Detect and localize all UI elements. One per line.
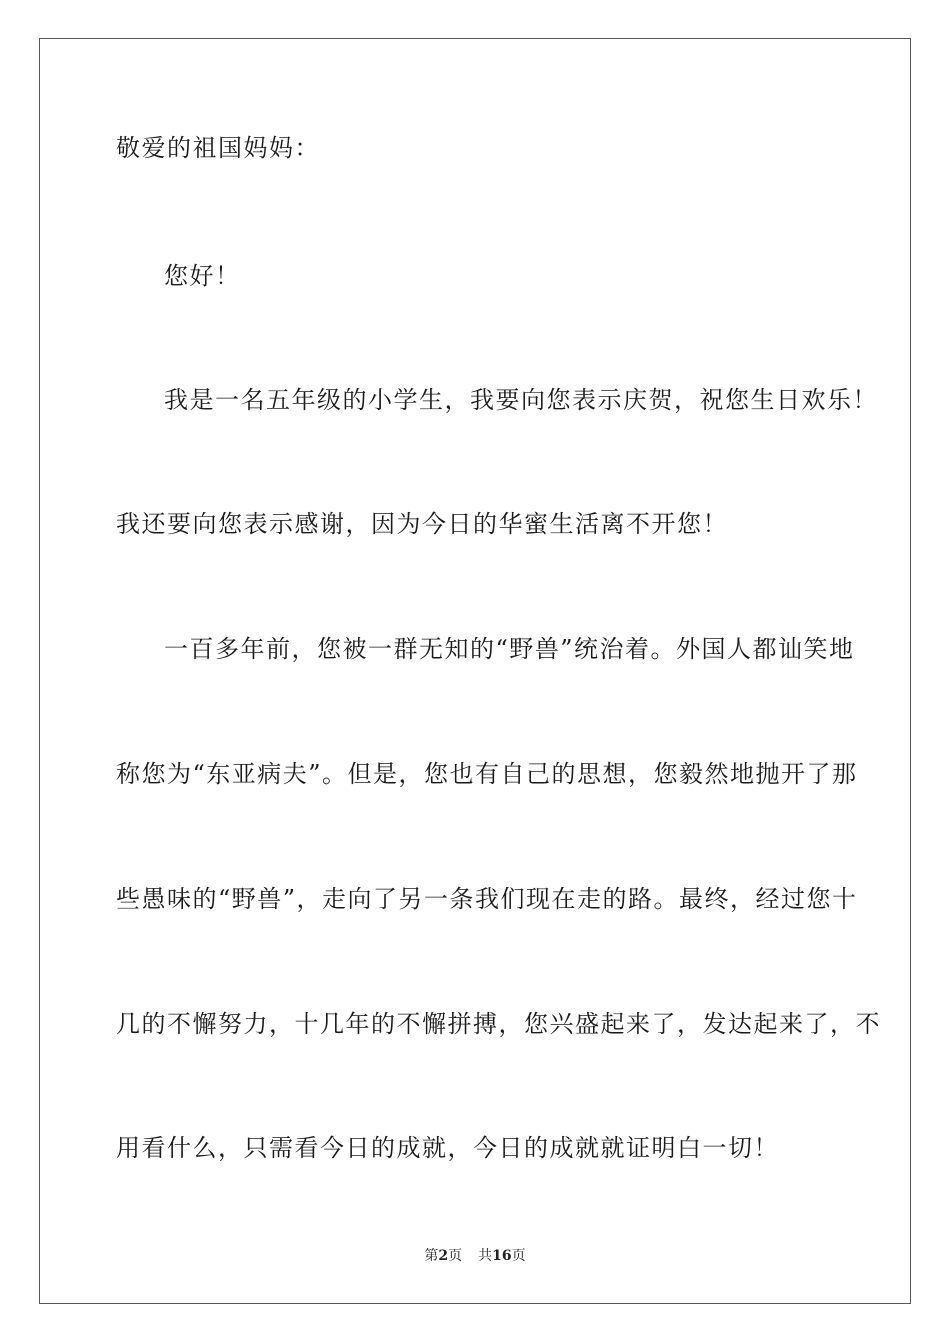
total-prefix: 共	[478, 1248, 493, 1264]
page-border	[39, 38, 911, 1304]
page-prefix: 第	[424, 1248, 439, 1264]
page-suffix: 页	[448, 1248, 463, 1264]
salutation: 敬爱的祖国妈妈：	[116, 134, 320, 162]
paragraph-line: 些愚味的“野兽”，走向了另一条我们现在走的路。最终，经过您十	[116, 885, 858, 913]
page-number: 2	[438, 1248, 449, 1264]
page-footer	[0, 1246, 950, 1266]
paragraph-line: 称您为“东亚病夫”。但是，您也有自己的思想，您毅然地抛开了那	[116, 760, 858, 788]
paragraph-line: 用看什么，只需看今日的成就，今日的成就就证明白一切！	[116, 1134, 779, 1162]
paragraph-line: 几的不懈努力，十几年的不懈拼搏，您兴盛起来了，发达起来了，不	[116, 1010, 881, 1038]
paragraph-greeting: 您好！	[164, 262, 241, 290]
paragraph-line: 一百多年前，您被一群无知的“野兽”统治着。外国人都讪笑地	[164, 635, 855, 663]
paragraph-line: 我还要向您表示感谢，因为今日的华蜜生活离不开您！	[116, 510, 728, 538]
paragraph-line: 我是一名五年级的小学生，我要向您表示庆贺，祝您生日欢乐！	[164, 386, 878, 414]
total-pages: 16	[492, 1248, 512, 1264]
total-suffix: 页	[511, 1248, 526, 1264]
